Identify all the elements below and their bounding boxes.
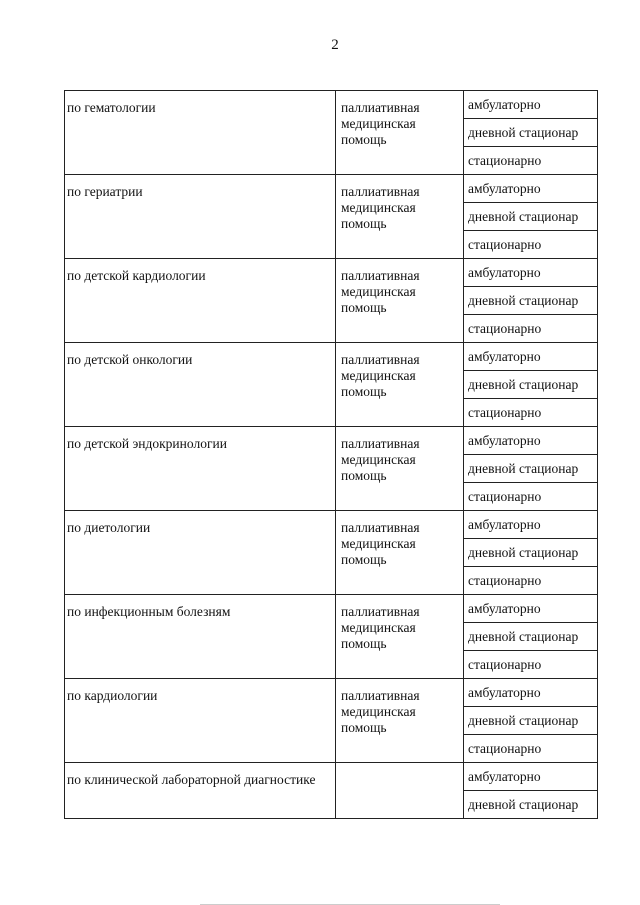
condition-cell: дневной стационар	[464, 539, 598, 567]
condition-cell: амбулаторно	[464, 595, 598, 623]
condition-cell: стационарно	[464, 735, 598, 763]
condition-cell: дневной стационар	[464, 707, 598, 735]
condition-cell: стационарно	[464, 315, 598, 343]
profile-cell: по клинической лабораторной диагностике	[65, 763, 336, 819]
care-type-cell: паллиативная медицинская помощь	[336, 259, 464, 343]
profile-cell: по гематологии	[65, 91, 336, 175]
condition-cell: амбулаторно	[464, 679, 598, 707]
table-body	[65, 91, 598, 819]
table-row	[65, 343, 598, 371]
condition-cell: дневной стационар	[464, 791, 598, 819]
table-row	[65, 427, 598, 455]
condition-cell: стационарно	[464, 231, 598, 259]
profile-cell: по гериатрии	[65, 175, 336, 259]
table-row	[65, 595, 598, 623]
profile-cell: по кардиологии	[65, 679, 336, 763]
condition-cell: амбулаторно	[464, 259, 598, 287]
profile-cell: по диетологии	[65, 511, 336, 595]
condition-cell: стационарно	[464, 147, 598, 175]
table-row	[65, 175, 598, 203]
profile-cell: по детской кардиологии	[65, 259, 336, 343]
care-type-cell: паллиативная медицинская помощь	[336, 511, 464, 595]
condition-cell: дневной стационар	[464, 287, 598, 315]
condition-cell: дневной стационар	[464, 371, 598, 399]
table-row	[65, 511, 598, 539]
condition-cell: стационарно	[464, 483, 598, 511]
condition-cell: амбулаторно	[464, 175, 598, 203]
profile-cell: по инфекционным болезням	[65, 595, 336, 679]
profile-cell: по детской эндокринологии	[65, 427, 336, 511]
condition-cell: стационарно	[464, 567, 598, 595]
profile-cell: по детской онкологии	[65, 343, 336, 427]
licensed-services-table	[64, 90, 598, 819]
condition-cell: дневной стационар	[464, 455, 598, 483]
care-type-cell: паллиативная медицинская помощь	[336, 175, 464, 259]
care-type-cell	[336, 763, 464, 819]
condition-cell: стационарно	[464, 651, 598, 679]
condition-cell: амбулаторно	[464, 343, 598, 371]
condition-cell: амбулаторно	[464, 91, 598, 119]
condition-cell: дневной стационар	[464, 119, 598, 147]
care-type-cell: паллиативная медицинская помощь	[336, 343, 464, 427]
table-row	[65, 259, 598, 287]
condition-cell: амбулаторно	[464, 427, 598, 455]
condition-cell: стационарно	[464, 399, 598, 427]
care-type-cell: паллиативная медицинская помощь	[336, 679, 464, 763]
care-type-cell: паллиативная медицинская помощь	[336, 595, 464, 679]
condition-cell: амбулаторно	[464, 511, 598, 539]
page-number: 2	[331, 37, 339, 53]
condition-cell: дневной стационар	[464, 203, 598, 231]
condition-cell: амбулаторно	[464, 763, 598, 791]
care-type-cell: паллиативная медицинская помощь	[336, 91, 464, 175]
condition-cell: дневной стационар	[464, 623, 598, 651]
table-row	[65, 679, 598, 707]
table-row	[65, 763, 598, 791]
care-type-cell: паллиативная медицинская помощь	[336, 427, 464, 511]
table-row	[65, 91, 598, 119]
